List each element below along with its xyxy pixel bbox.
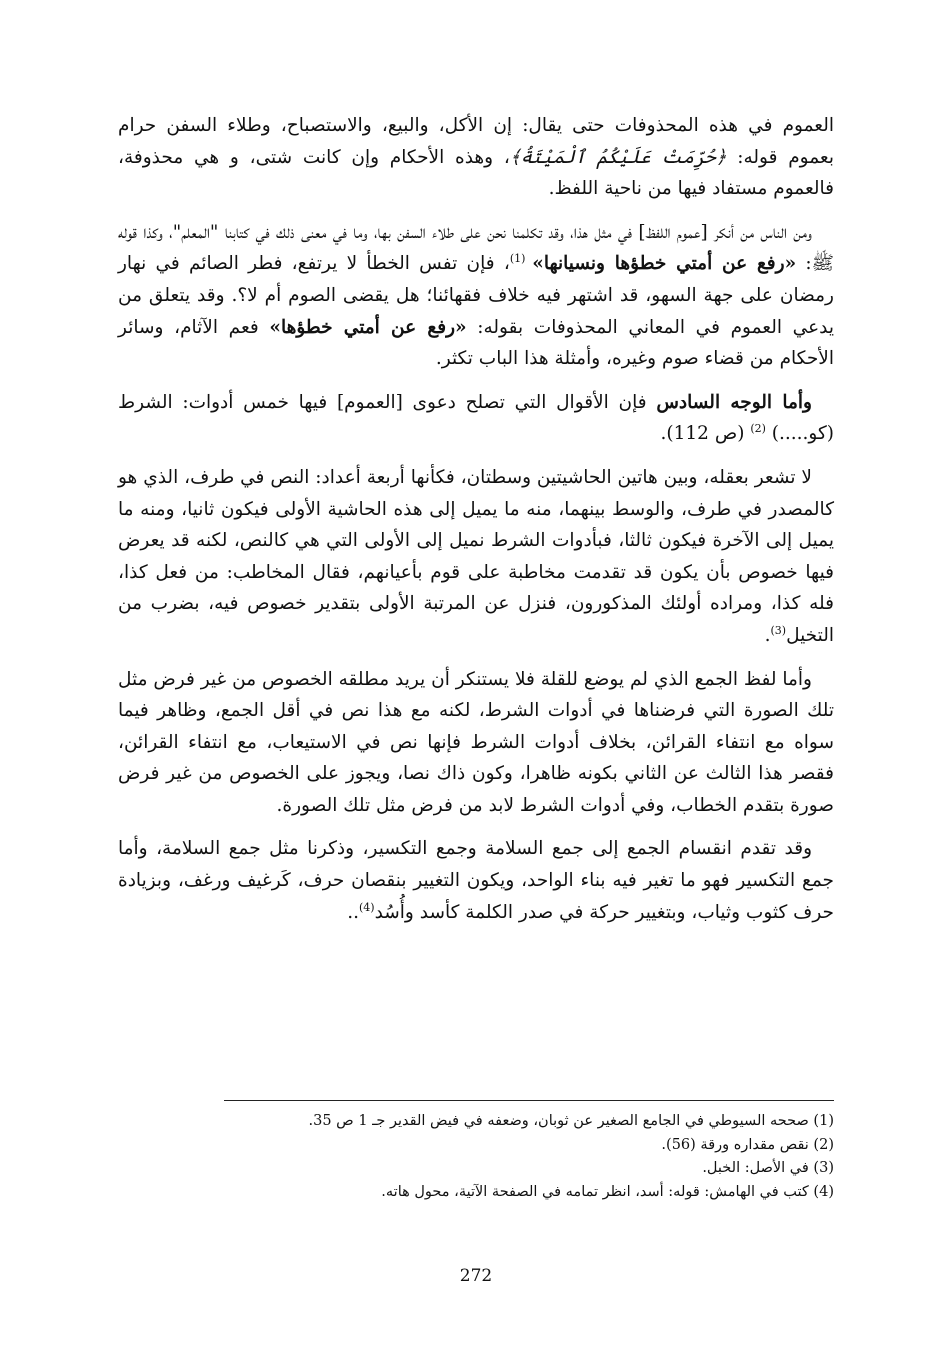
- footnote-marker: (2): [750, 422, 766, 436]
- paragraph-text: ..: [347, 901, 359, 923]
- main-text: [118, 110, 834, 928]
- paragraph-6: [118, 833, 834, 928]
- emphasized-text: وأما الوجه السادس: [656, 391, 812, 413]
- paragraph-text: .: [764, 624, 771, 646]
- emphasized-text: «رفع عن أمتي خطؤها ونسيانها»: [532, 253, 797, 275]
- footnote-marker: (3): [770, 623, 787, 637]
- paragraph-text: ، وهذه الأحكام وإن كانت شتى، و هي محذوفة، فالعموم مستفاد فيها من ناحية اللفظ.: [118, 146, 834, 200]
- paragraph-text: العموم في هذه المحذوفات حتى يقال: إن الأكل، والبيع، والاستصباح، وطلاء السفن حرام بعموم قوله:: [118, 115, 834, 168]
- paragraph-text: فإن الأقوال التي تصلح دعوى [العموم] فيها خمس أدوات: الشرط (كو.....): [118, 391, 834, 445]
- footnote-1: (1) صححه السيوطي في الجامع الصغير عن ثوبان، وضعفه في فيض القدير جـ 1 ص 35.: [308, 1113, 834, 1129]
- paragraph-2: [118, 217, 834, 375]
- paragraph-text: وقد تقدم انقسام الجمع إلى جمع السلامة وجمع التكسير، وذكرنا مثل جمع السلامة، وأما جمع التكسير فهو ما تغير فيه بناء الواحد، ويكون التغيير بنقصان حرف، كَرغيف ورغف، وبزيادة حرف كثوب وثياب، وبتغيير حركة في صدر الكلمة كأسد وأُسُد: [118, 838, 834, 923]
- paragraph-4: [118, 462, 834, 652]
- footnote-4: (4) كتب في الهامش: قوله: أسد، انظر تمامه في الصفحة الآتية، محول هاته.: [381, 1183, 834, 1200]
- paragraph-text: لا تشعر بعقله، وبين هاتين الحاشيتين وسطتان، فكأنها أربعة أعداد: النص في طرف، الذي هو كالمصدر في طرف، والوسط بينهما، منه ما يميل إلى هذه الحاشية الأولى فيكون ثانيا، ومنه ما يميل إلى الآخرة فيكون ثالثا، فبأدوات الشرط نميل إلى الأولى التي هي كالنص، لكنه قد يعرض فيها خصوص بأن يكون قد تقدمت مخاطبة على قوم بأعيانهم، فقال المخاطب: من فعل كذا، فله كذا، ومراده أولئك المذكورون، فنزل عن المرتبة الأولى بتقدير خصوص فيه، بضرب من التخيل: [118, 466, 834, 646]
- footnote-marker: (4): [358, 900, 375, 914]
- footnote-2: (2) نقص مقداره ورقة (56).: [661, 1136, 834, 1153]
- page-number: 272: [459, 1266, 493, 1286]
- paragraph-text: (ص 112).: [660, 423, 751, 445]
- footnote-marker: (1): [509, 252, 533, 266]
- page-body: [118, 110, 834, 1290]
- paragraph-text: ومن الناس من أنكر [عموم اللفظ] في مثل هذا، وقد تكلمنا نحن على طلاء السفن بها، وما في معنى ذلك في كتابنا "المعلم"، وكذا قوله ﷺ:: [118, 221, 834, 275]
- paragraph-5: [118, 664, 834, 822]
- paragraph-3: [118, 387, 834, 450]
- paragraph-text: وأما لفظ الجمع الذي لم يوضع للقلة فلا يستنكر أن يريد مطلقه الخصوص من غير فرض مثل تلك الصورة التي فرضناها في أدوات الشرط، لكنه مع هذا نص في أقل الجمع، وظاهر فيما سواه مع انتفاء القرائن، بخلاف أدوات الشرط فإنها نص في الاستيعاب، مع انتفاء القرائن، فقصر هذا الثالث عن الثاني بكونه ظاهرا، وكون ذاك نصا، ويجوز على الخصوص من غير فرض صورة بتقدم الخطاب، وفي أدوات الشرط لابد من فرض مثل تلك الصورة.: [118, 668, 834, 816]
- paragraph-1: [118, 110, 834, 205]
- paragraph-text: فعم الآثام، وسائر الأحكام من قضاء صوم وغيره، وأمثلة هذا الباب تكثر.: [118, 316, 834, 370]
- quran-verse: ﴿حُرِّمَتْ عَلَيْكُمُ ٱلْمَيْتَةُ﴾: [509, 146, 727, 168]
- footnote-3: (3) في الأصل: الخبل.: [702, 1160, 834, 1176]
- emphasized-text: «رفع عن أمتي خطؤها»: [269, 316, 467, 338]
- paragraph-text: ، فإن تفس الخطأ لا يرتفع، فطر الصائم في نهار رمضان على جهة السهو، قد اشتهر فيه خلاف فقهائنا؛ هل يقضى الصوم أم لا؟. وقد يتعلق من يدعي العموم في المعاني المحذوفات بقوله:: [118, 253, 834, 338]
